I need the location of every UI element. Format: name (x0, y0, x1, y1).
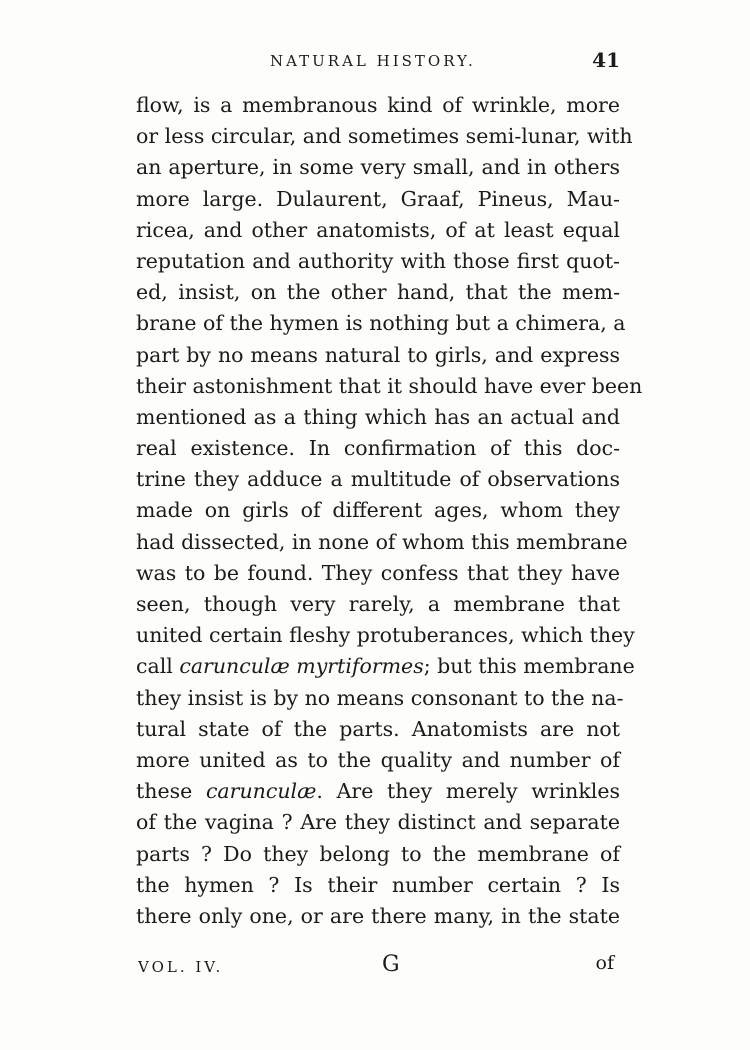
italic-term: carunculæ myrtiformes (179, 654, 424, 679)
text-segment: was to be found. They confess that they have (136, 560, 620, 585)
text-segment: had dissected, in none of whom this membrane (136, 529, 628, 554)
text-line (136, 433, 620, 464)
text-line (136, 589, 620, 620)
catchword: of (595, 952, 614, 974)
text-segment: they insist is by no means consonant to the na- (136, 685, 624, 710)
body-text (136, 90, 643, 932)
text-line (136, 308, 626, 339)
text-line (136, 745, 620, 776)
text-segment: reputation and authority with those first quot- (136, 248, 620, 273)
page-footer (136, 952, 620, 982)
text-line (136, 90, 620, 121)
text-segment: made on girls of different ages, whom they (136, 498, 620, 523)
text-segment: part by no means natural to girls, and express (136, 342, 620, 367)
running-title: NATURAL HISTORY. (270, 52, 476, 70)
text-segment: call (136, 654, 180, 679)
text-line (136, 402, 620, 433)
text-line (136, 714, 620, 745)
text-line (136, 340, 620, 371)
text-line (136, 246, 620, 277)
text-line (136, 901, 620, 932)
text-segment: parts ? Do they belong to the membrane of (136, 841, 620, 866)
text-segment: more united as to the quality and number of (136, 747, 620, 772)
text-segment: trine they adduce a multitude of observations (136, 467, 620, 492)
text-segment: brane of the hymen is nothing but a chimera, a (136, 311, 626, 336)
text-segment: ricea, and other anatomists, of at least equal (136, 217, 620, 242)
text-line (136, 121, 633, 152)
text-segment: an aperture, in some very small, and in others (136, 155, 620, 180)
text-segment: ; but this membrane (423, 654, 635, 679)
text-line (136, 371, 643, 402)
text-segment: or less circular, and sometimes semi-lunar, with (136, 124, 633, 149)
text-line (136, 807, 620, 838)
text-segment: united certain fleshy protuberances, which they (136, 623, 635, 648)
text-line (136, 495, 620, 526)
text-segment: the hymen ? Is their number certain ? Is (136, 872, 620, 897)
text-line (136, 215, 620, 246)
page-number: 41 (592, 48, 620, 72)
text-segment: real existence. In confirmation of this doc- (136, 436, 620, 461)
signature-mark: G (382, 952, 400, 977)
text-line (136, 527, 628, 558)
text-segment: flow, is a membranous kind of wrinkle, more (136, 93, 620, 117)
text-line (136, 620, 635, 651)
text-segment: seen, though very rarely, a membrane that (136, 592, 620, 616)
text-line (136, 558, 620, 589)
text-segment: these (136, 779, 206, 804)
text-line (136, 870, 620, 901)
italic-term: carunculæ (205, 779, 317, 804)
text-segment: of the vagina ? Are they distinct and separate (136, 810, 620, 835)
running-head (140, 48, 620, 78)
text-segment: more large. Dulaurent, Graaf, Pineus, Mau- (136, 186, 620, 211)
text-segment: tural state of the parts. Anatomists are not (136, 716, 620, 741)
text-segment: there only one, or are there many, in the state (136, 903, 620, 928)
text-line (136, 839, 620, 870)
text-segment: mentioned as a thing which has an actual and (136, 404, 620, 429)
text-line (136, 776, 620, 807)
text-line (136, 184, 620, 215)
text-segment: their astonishment that it should have ever been (136, 373, 643, 398)
text-line (136, 683, 624, 714)
text-segment: . Are they merely wrinkles (316, 779, 620, 804)
text-segment: ed, insist, on the other hand, that the mem- (136, 280, 620, 305)
text-line (136, 651, 635, 682)
text-line (136, 277, 620, 308)
text-line (136, 152, 620, 183)
text-line (136, 464, 620, 495)
volume-label: VOL. IV. (138, 958, 224, 976)
